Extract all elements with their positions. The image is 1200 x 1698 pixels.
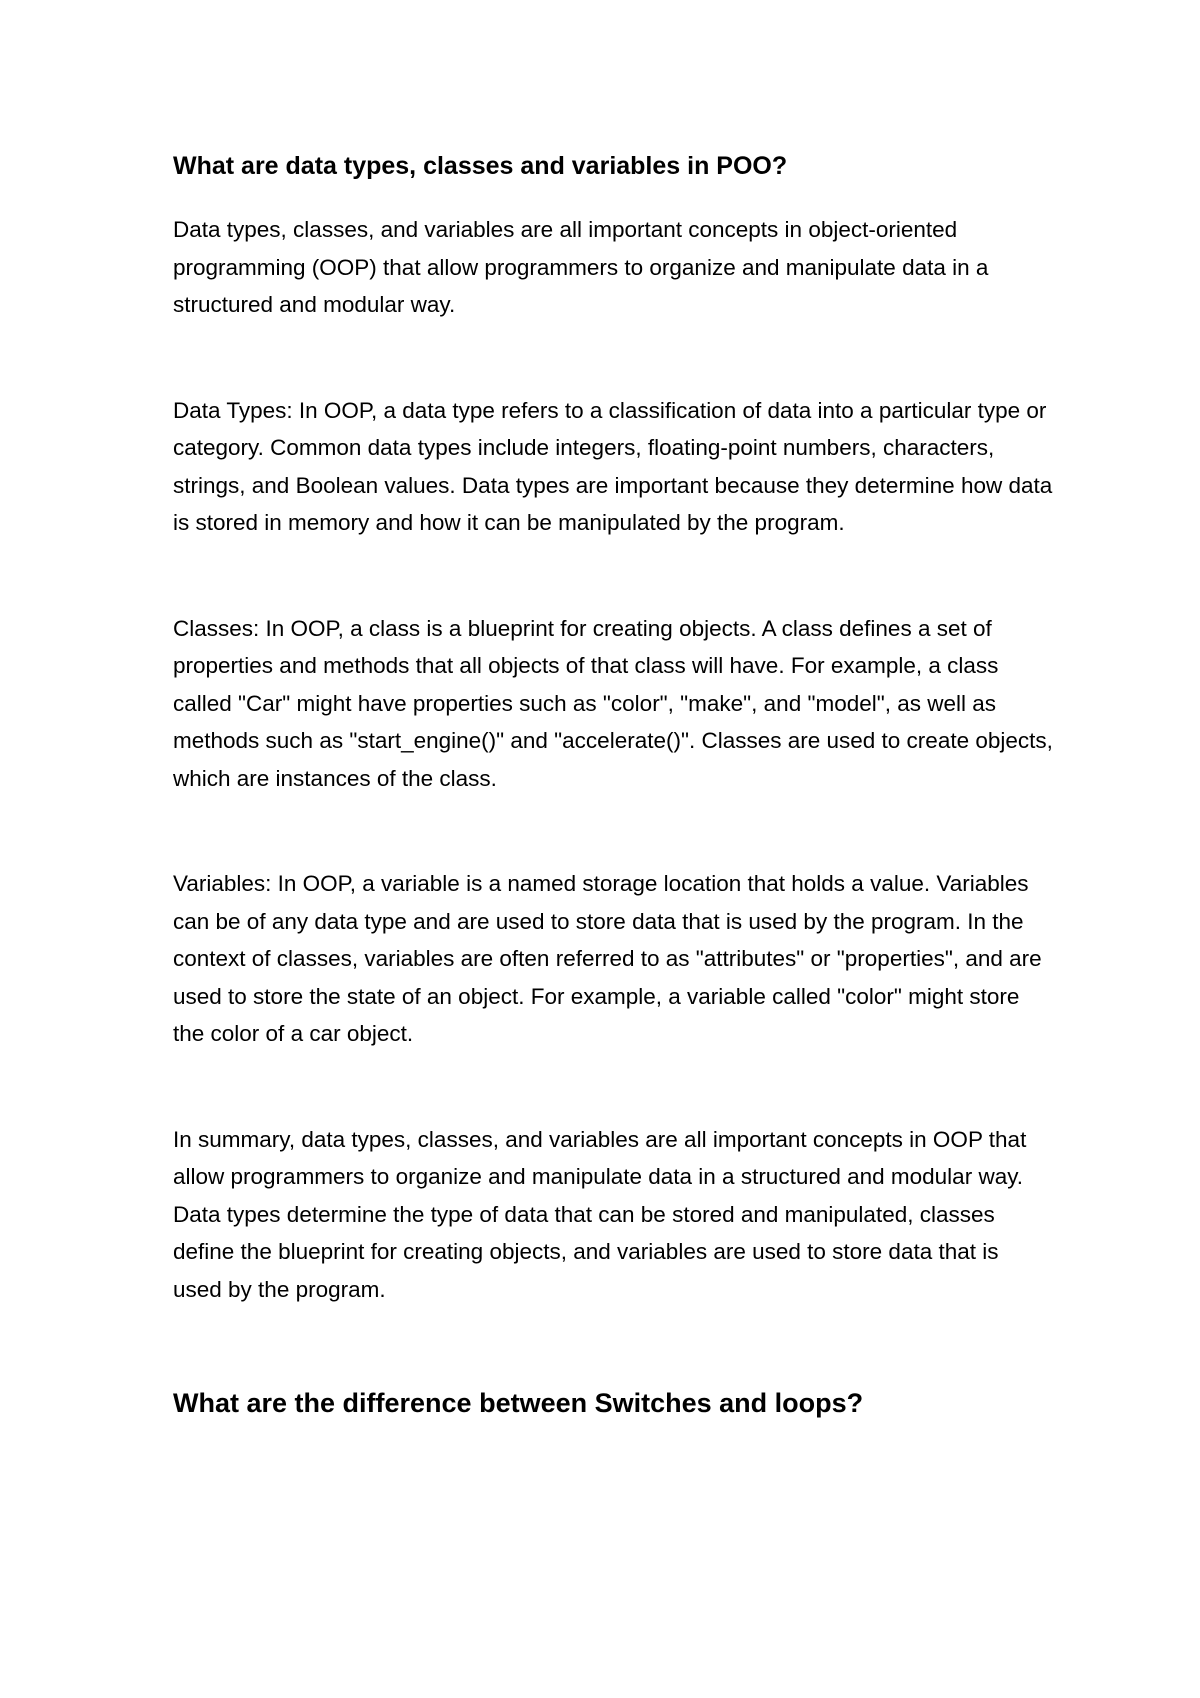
spacer: [173, 797, 1053, 865]
paragraph-summary: In summary, data types, classes, and variables are all important concepts in OOP that allow programmers to organize and manipulate data in a structured and modular way. Data types determine the type of data that can be stored and manipulated, classes define the blueprint for creating objects, and variables are used to store data that is used by the program.: [173, 1126, 1027, 1302]
paragraph-data-types: Data Types: In OOP, a data type refers to a classification of data into a particular type or category. Common data types include integers, floating-point numbers, characters, strings, and Boolean values. Data types are important because they determine how data is stored in memory and how it can be manipulated by the program.: [173, 397, 1053, 535]
spacer: [173, 324, 1053, 392]
document-content: [173, 145, 1053, 1424]
spacer: [173, 1308, 1053, 1382]
heading-switches-and-loops: What are the difference between Switches and loops?: [173, 1388, 864, 1418]
paragraph-intro: Data types, classes, and variables are all important concepts in object-oriented programming (OOP) that allow programmers to organize and manipulate data in a structured and modular way.: [173, 217, 989, 317]
paragraph-classes: Classes: In OOP, a class is a blueprint for creating objects. A class defines a set of properties and methods that all objects of that class will have. For example, a class called "Car" might have properties such as "color", "make", and "model", as well as methods such as "start_engine()" and "accelerate()". Classes are used to create objects, which are instances of the class.: [173, 615, 1053, 791]
spacer: [173, 187, 1053, 211]
heading-data-types-classes-variables: What are data types, classes and variables in POO?: [173, 152, 788, 180]
spacer: [173, 1053, 1053, 1121]
paragraph-variables: Variables: In OOP, a variable is a named storage location that holds a value. Variables can be of any data type and are used to store data that is used by the program. In the context of classes, variables are often referred to as "attributes" or "properties", and are used to store the state of an object. For example, a variable called "color" might store the color of a car object.: [173, 871, 1042, 1046]
spacer: [173, 542, 1053, 610]
